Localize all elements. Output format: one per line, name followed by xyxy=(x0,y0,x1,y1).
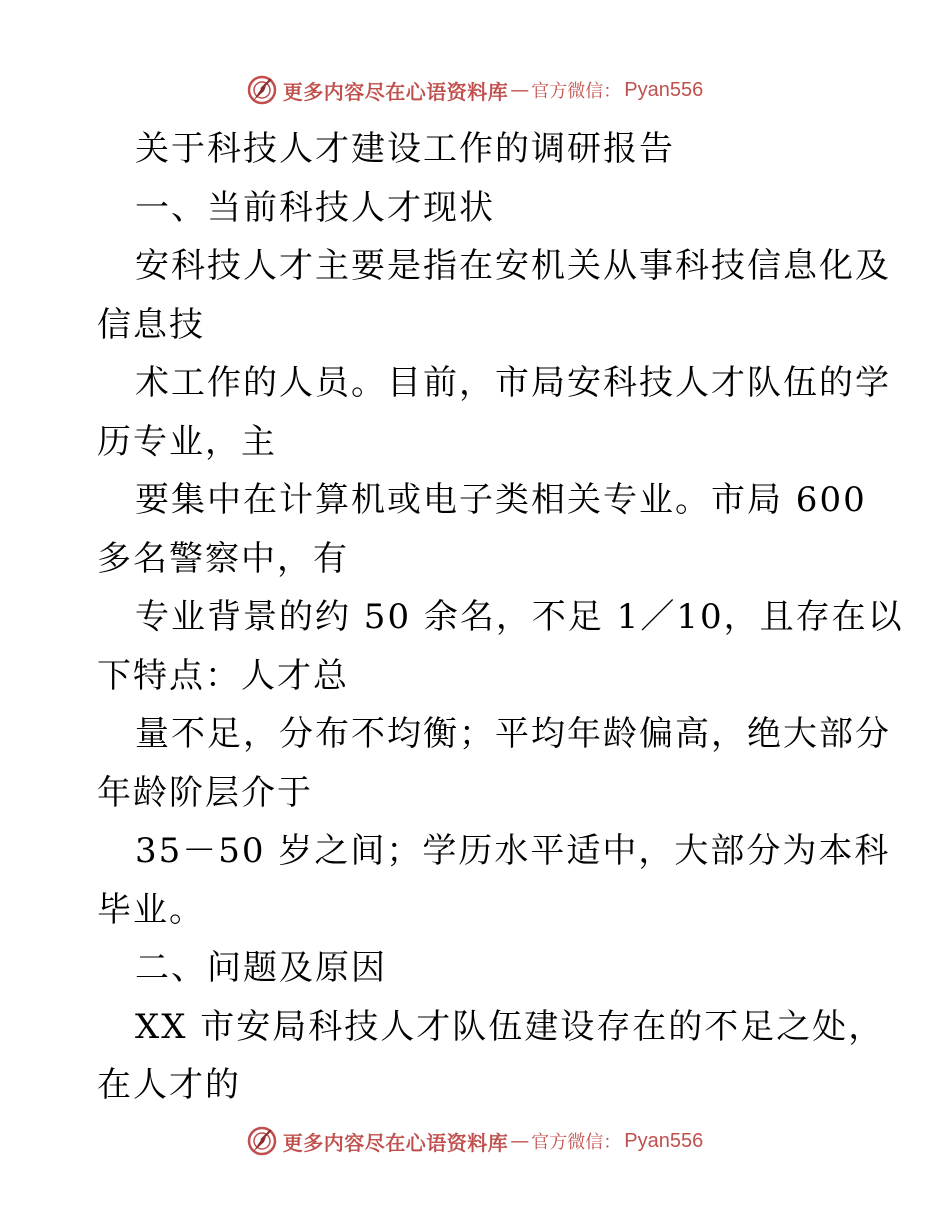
section-heading-1: 一、当前科技人才现状 xyxy=(135,187,495,228)
pen-logo-icon xyxy=(247,75,277,105)
banner-wechat-id: Pyan556 xyxy=(624,78,704,101)
section-heading-2: 二、问题及原因 xyxy=(135,948,387,988)
paragraph-line: 安科技人才主要是指在安机关从事科技信息化及 xyxy=(135,246,891,286)
paragraph-line: 专业背景的约 50 余名，不足 1／10，且存在以 xyxy=(135,597,904,637)
paragraph-line: 下特点：人才总 xyxy=(97,655,349,696)
banner-brand-text: 更多内容尽在心语资料库 xyxy=(282,79,509,104)
document-title: 关于科技人才建设工作的调研报告 xyxy=(135,129,675,169)
paragraph-line: 要集中在计算机或电子类相关专业。市局 600 xyxy=(135,480,867,520)
footer-banner xyxy=(0,1121,950,1161)
paragraph-line: 术工作的人员。目前，市局安科技人才队伍的学 xyxy=(135,363,891,403)
paragraph-line: 历专业，主 xyxy=(97,421,277,462)
banner-dash: — xyxy=(510,1130,530,1152)
paragraph-line: XX 市安局科技人才队伍建设存在的不足之处， xyxy=(135,1006,885,1047)
banner-wechat-id: Pyan556 xyxy=(624,1129,704,1152)
paragraph-line: 在人才的 xyxy=(97,1065,241,1105)
header-banner xyxy=(0,70,950,110)
banner-wechat-label: 官方微信： xyxy=(531,81,622,102)
pen-logo-icon xyxy=(247,1126,277,1156)
paragraph-line: 毕业。 xyxy=(97,889,205,930)
paragraph-line: 年龄阶层介于 xyxy=(97,772,313,813)
paragraph-line: 信息技 xyxy=(97,304,205,345)
banner-dash: — xyxy=(510,79,530,101)
banner-wechat-label: 官方微信： xyxy=(531,1132,622,1153)
paragraph-line: 量不足，分布不均衡；平均年龄偏高，绝大部分 xyxy=(135,714,891,754)
paragraph-line: 35－50 岁之间；学历水平适中，大部分为本科 xyxy=(135,831,891,871)
document-body xyxy=(97,120,904,1115)
paragraph-line: 多名警察中，有 xyxy=(97,538,349,579)
banner-brand-text: 更多内容尽在心语资料库 xyxy=(282,1130,509,1155)
